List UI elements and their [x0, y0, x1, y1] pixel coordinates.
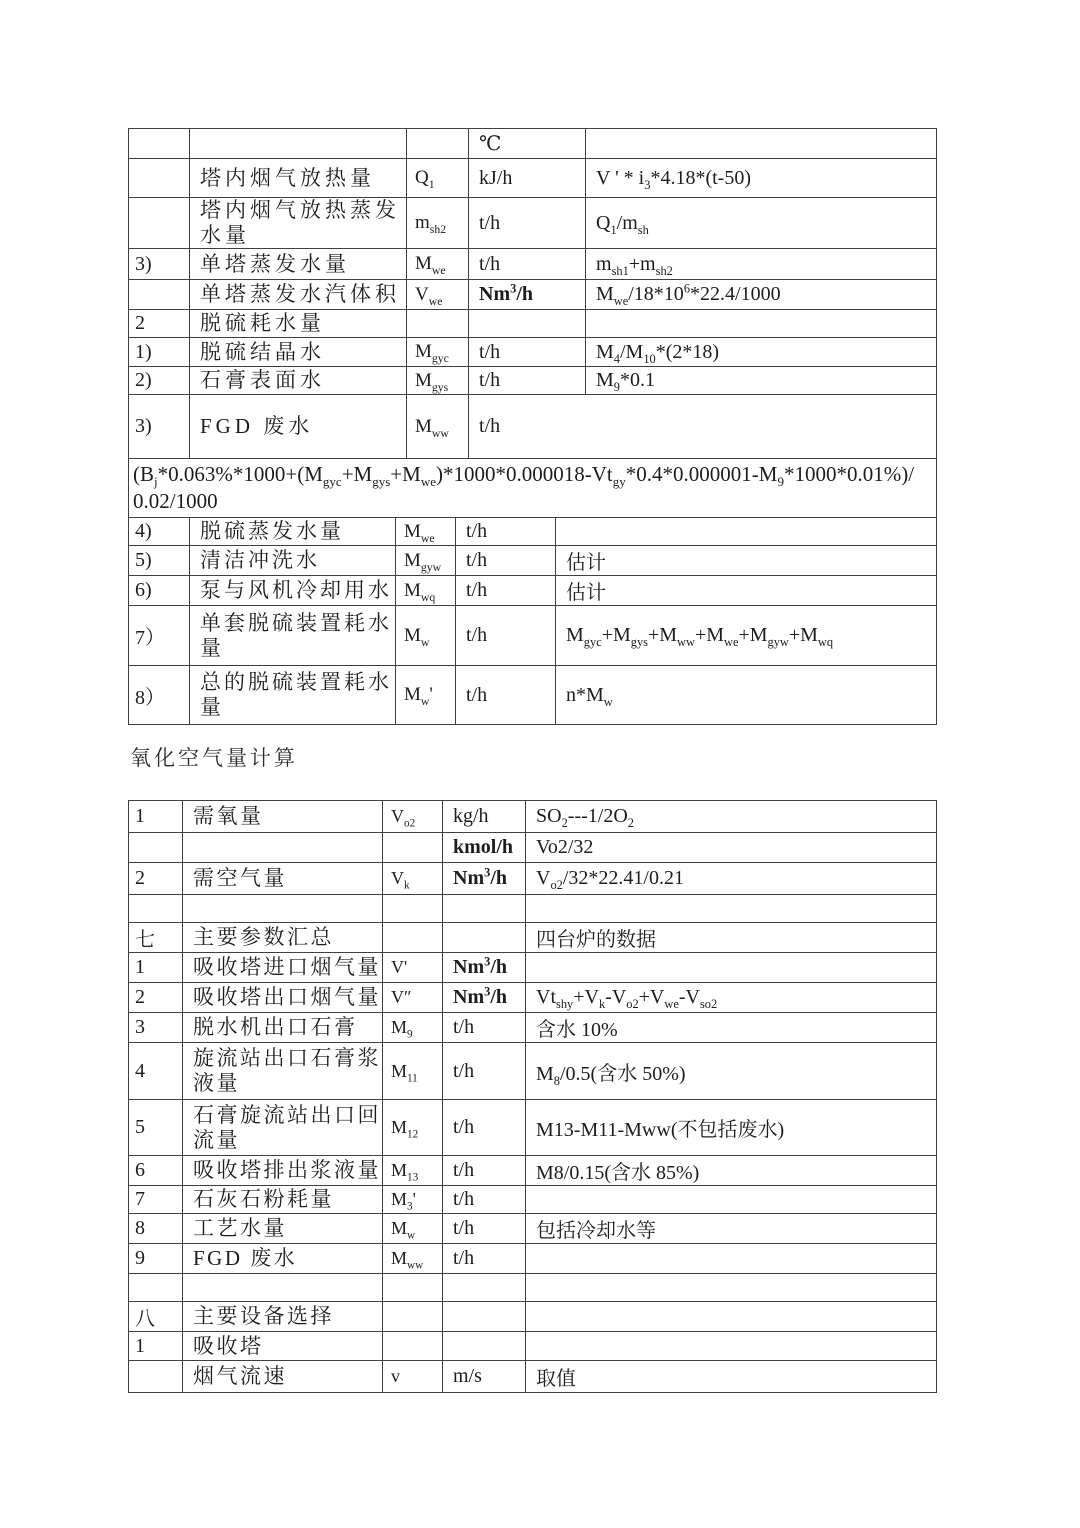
row-number-cell: 7 [129, 1186, 183, 1214]
formula-cell [526, 1274, 937, 1302]
symbol-cell [383, 1274, 443, 1302]
symbol-cell [383, 895, 443, 923]
unit-cell: Nm$^3$/h [443, 953, 526, 983]
row-number-cell: 3) [129, 395, 190, 459]
symbol-cell: $Q_1$ [407, 159, 469, 198]
table-row [129, 1302, 937, 1332]
formula-cell: M8/0.15(含水 85%) [526, 1156, 937, 1186]
unit-cell: t/h [456, 546, 556, 576]
row-number-cell: 八 [129, 1302, 183, 1332]
symbol-cell: $M_{13}$ [383, 1156, 443, 1186]
item-name-cell: 需空气量 [183, 863, 383, 895]
table-row [129, 338, 937, 367]
unit-cell [443, 1332, 526, 1361]
formula-cell [526, 1302, 937, 1332]
row-number-cell [129, 895, 183, 923]
unit-cell: t/h [456, 576, 556, 606]
table-row [129, 1274, 937, 1302]
row-number-cell: 1 [129, 801, 183, 833]
item-name-cell: 泵与风机冷却用水 [190, 576, 396, 606]
item-name-cell: 塔内烟气放热蒸发水量 [190, 198, 407, 249]
unit-cell: t/h [443, 1043, 526, 1100]
table-row [129, 895, 937, 923]
unit-cell: t/h [443, 1013, 526, 1043]
item-name-cell [183, 895, 383, 923]
unit-cell: Nm$^3$/h [469, 280, 586, 310]
row-number-cell: 1 [129, 1332, 183, 1361]
symbol-cell: $M_9$ [383, 1013, 443, 1043]
formula-cell [586, 310, 937, 338]
formula-cell [526, 953, 937, 983]
symbol-cell [407, 310, 469, 338]
formula-cell: $m_{sh1}+m_{sh2}$ [586, 249, 937, 280]
row-number-cell: 5) [129, 546, 190, 576]
formula-cell: $V_{o2}/32*22.41/0.21$ [526, 863, 937, 895]
symbol-cell: $M_w$ [383, 1214, 443, 1244]
table-row [129, 1332, 937, 1361]
item-name-cell: 需氧量 [183, 801, 383, 833]
symbol-cell: $M_{we}$ [407, 249, 469, 280]
row-number-cell: 七 [129, 923, 183, 953]
formula-cell [526, 1244, 937, 1274]
symbol-cell [407, 129, 469, 159]
formula-cell: V ' * $i_3*4.18*(t-50)$ [586, 159, 937, 198]
unit-cell: ℃ [469, 129, 586, 159]
table-row [129, 863, 937, 895]
oxidation-air-table [128, 800, 937, 1393]
item-name-cell: 脱硫蒸发水量 [190, 518, 396, 546]
item-name-cell: 主要参数汇总 [183, 923, 383, 953]
symbol-cell: $M_w$ [396, 606, 456, 666]
row-number-cell: 3) [129, 249, 190, 280]
row-number-cell: 7） [129, 606, 190, 666]
unit-cell: t/h [443, 1244, 526, 1274]
table-row [129, 1361, 937, 1393]
table-row [129, 1156, 937, 1186]
row-number-cell: 6) [129, 576, 190, 606]
table-row [129, 1100, 937, 1156]
symbol-cell: $V_{o2}$ [383, 801, 443, 833]
symbol-cell: $m_{sh2}$ [407, 198, 469, 249]
item-name-cell: 单塔蒸发水汽体积 [190, 280, 407, 310]
unit-cell: kmol/h [443, 833, 526, 863]
table-row [129, 953, 937, 983]
item-name-cell: 烟气流速 [183, 1361, 383, 1393]
formula-cell: 估计 [556, 576, 937, 606]
item-name-cell: 总的脱硫装置耗水量 [190, 666, 396, 725]
formula-cell [586, 129, 937, 159]
item-name-cell: 吸收塔 [183, 1332, 383, 1361]
row-number-cell: 2 [129, 310, 190, 338]
item-name-cell: 塔内烟气放热量 [190, 159, 407, 198]
row-number-cell [129, 159, 190, 198]
symbol-cell: v [383, 1361, 443, 1393]
item-name-cell: 吸收塔排出浆液量 [183, 1156, 383, 1186]
section-title: 氧化空气量计算 [130, 746, 298, 770]
unit-cell: t/h [456, 666, 556, 725]
table-row [129, 249, 937, 280]
unit-cell: m/s [443, 1361, 526, 1393]
water-consumption-table [128, 128, 937, 725]
unit-cell: t/h [469, 395, 937, 459]
unit-cell: t/h [456, 518, 556, 546]
item-name-cell: 工艺水量 [183, 1214, 383, 1244]
item-name-cell: 脱水机出口石膏 [183, 1013, 383, 1043]
symbol-cell: $M_{ww}$ [383, 1244, 443, 1274]
row-number-cell [129, 833, 183, 863]
formula-cell: $M_{we}/18*10^6*22.4/1000$ [586, 280, 937, 310]
table-row [129, 1043, 937, 1100]
formula-cell [556, 518, 937, 546]
unit-cell [443, 1274, 526, 1302]
row-number-cell: 1 [129, 953, 183, 983]
symbol-cell [383, 833, 443, 863]
symbol-cell: $M_{11}$ [383, 1043, 443, 1100]
formula-cell: $n*M_w$ [556, 666, 937, 725]
formula-cell: Vo2/32 [526, 833, 937, 863]
formula-cell [526, 1332, 937, 1361]
formula-cell: $SO_2---1/2O_2$ [526, 801, 937, 833]
row-number-cell: 6 [129, 1156, 183, 1186]
item-name-cell: FGD 废水 [190, 395, 407, 459]
unit-cell: t/h [469, 198, 586, 249]
item-name-cell: 清洁冲洗水 [190, 546, 396, 576]
table-row [129, 1244, 937, 1274]
row-number-cell: 4) [129, 518, 190, 546]
unit-cell [469, 310, 586, 338]
item-name-cell: 脱硫耗水量 [190, 310, 407, 338]
symbol-cell: $M_{gyc}$ [407, 338, 469, 367]
formula-cell: $Vt_{shy}+V_k-V_{o2}+V_{we}-V_{so2}$ [526, 983, 937, 1013]
unit-cell: t/h [456, 606, 556, 666]
row-number-cell: 1) [129, 338, 190, 367]
item-name-cell: 主要设备选择 [183, 1302, 383, 1332]
item-name-cell: 石膏表面水 [190, 367, 407, 395]
unit-cell [443, 923, 526, 953]
table-row [129, 1186, 937, 1214]
item-name-cell [190, 129, 407, 159]
formula-cell: $Q_1/m_{sh}$ [586, 198, 937, 249]
symbol-cell [383, 1332, 443, 1361]
unit-cell: kJ/h [469, 159, 586, 198]
symbol-cell: $M_{12}$ [383, 1100, 443, 1156]
symbol-cell [383, 923, 443, 953]
symbol-cell [383, 1302, 443, 1332]
symbol-cell: $M_{gyw}$ [396, 546, 456, 576]
symbol-cell: $V_k$ [383, 863, 443, 895]
symbol-cell: $M_{we}$ [396, 518, 456, 546]
symbol-cell: $V_{we}$ [407, 280, 469, 310]
water-table-lower-section [128, 517, 937, 725]
item-name-cell: 石灰石粉耗量 [183, 1186, 383, 1214]
water-table-upper-section [128, 128, 937, 459]
item-name-cell [183, 833, 383, 863]
item-name-cell [183, 1274, 383, 1302]
row-number-cell: 9 [129, 1244, 183, 1274]
unit-cell: Nm$^3$/h [443, 983, 526, 1013]
unit-cell: t/h [443, 1100, 526, 1156]
unit-cell: t/h [443, 1186, 526, 1214]
item-name-cell: 单塔蒸发水量 [190, 249, 407, 280]
item-name-cell: 脱硫结晶水 [190, 338, 407, 367]
table-row [129, 1214, 937, 1244]
formula-cell: $M_4/M_{10}*(2*18)$ [586, 338, 937, 367]
item-name-cell: 单套脱硫装置耗水量 [190, 606, 396, 666]
row-number-cell [129, 129, 190, 159]
formula-cell [526, 1186, 937, 1214]
table-row [129, 546, 937, 576]
long-formula-cell: $(B_j*0.063\%*1000+(M_{gyc}+M_{gys}+M_{we})*1000*0.000018-Vt_{gy}*0.4*0.000001-M_9*1000*0.01\%)/0.02/1000$ [129, 459, 937, 518]
formula-cell: M13-M11-Mww(不包括废水) [526, 1100, 937, 1156]
unit-cell: Nm$^3$/h [443, 863, 526, 895]
row-number-cell: 3 [129, 1013, 183, 1043]
table-row [129, 666, 937, 725]
formula-cell: 估计 [556, 546, 937, 576]
unit-cell: kg/h [443, 801, 526, 833]
formula-cell: 取值 [526, 1361, 937, 1393]
table-row [129, 606, 937, 666]
row-number-cell: 5 [129, 1100, 183, 1156]
symbol-cell: $M_3'$ [383, 1186, 443, 1214]
item-name-cell: 旋流站出口石膏浆液量 [183, 1043, 383, 1100]
formula-cell: 含水 10% [526, 1013, 937, 1043]
table-row [129, 367, 937, 395]
table-row [129, 833, 937, 863]
unit-cell [443, 1302, 526, 1332]
table-row [129, 1013, 937, 1043]
formula-cell: $M_9*0.1$ [586, 367, 937, 395]
table-row [129, 459, 937, 518]
item-name-cell: 石膏旋流站出口回流量 [183, 1100, 383, 1156]
table-row [129, 129, 937, 159]
table-row [129, 518, 937, 546]
formula-cell: 四台炉的数据 [526, 923, 937, 953]
unit-cell: t/h [469, 249, 586, 280]
table-row [129, 159, 937, 198]
symbol-cell: V″ [383, 983, 443, 1013]
symbol-cell: $M_{wq}$ [396, 576, 456, 606]
symbol-cell: $M_{gys}$ [407, 367, 469, 395]
row-number-cell: 8 [129, 1214, 183, 1244]
row-number-cell [129, 1361, 183, 1393]
table-row [129, 983, 937, 1013]
table-row [129, 923, 937, 953]
formula-cell: 包括冷却水等 [526, 1214, 937, 1244]
unit-cell [443, 895, 526, 923]
row-number-cell: 2) [129, 367, 190, 395]
item-name-cell: 吸收塔出口烟气量 [183, 983, 383, 1013]
formula-cell [526, 895, 937, 923]
unit-cell: t/h [443, 1156, 526, 1186]
symbol-cell: $M_{ww}$ [407, 395, 469, 459]
table-row [129, 198, 937, 249]
item-name-cell: 吸收塔进口烟气量 [183, 953, 383, 983]
row-number-cell: 8） [129, 666, 190, 725]
row-number-cell [129, 1274, 183, 1302]
table-row [129, 310, 937, 338]
table-row [129, 395, 937, 459]
symbol-cell: V' [383, 953, 443, 983]
unit-cell: t/h [469, 338, 586, 367]
formula-cell: $M_8/0.5$(含水 50%) [526, 1043, 937, 1100]
table-row [129, 801, 937, 833]
row-number-cell: 2 [129, 863, 183, 895]
row-number-cell: 4 [129, 1043, 183, 1100]
table-row [129, 280, 937, 310]
water-table-formula-row [128, 458, 937, 518]
symbol-cell: $M_w'$ [396, 666, 456, 725]
formula-cell: $M_{gyc}+M_{gys}+M_{ww}+M_{we}+M_{gyw}+M_{wq}$ [556, 606, 937, 666]
unit-cell: t/h [469, 367, 586, 395]
row-number-cell [129, 280, 190, 310]
unit-cell: t/h [443, 1214, 526, 1244]
item-name-cell: FGD 废水 [183, 1244, 383, 1274]
row-number-cell [129, 198, 190, 249]
row-number-cell: 2 [129, 983, 183, 1013]
table-row [129, 576, 937, 606]
